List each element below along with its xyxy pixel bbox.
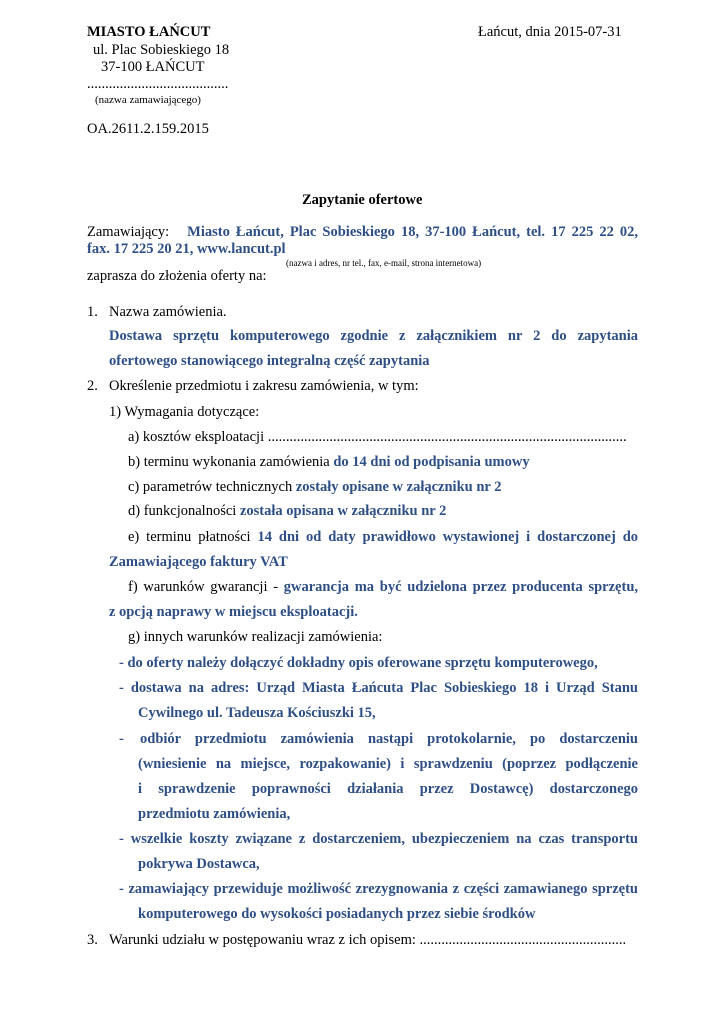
intro-line-1 [87,224,638,241]
intro-invite: zaprasza do złożenia oferty na: [87,268,267,284]
org-name: MIASTO ŁAŃCUT [87,24,211,40]
condition-bullet-3-line-2: (wniesienie na miejsce, rozpakowanie) i sprawdzeniu (poprzez podłączenie [138,756,638,772]
section-2-heading: Określenie przedmiotu i zakresu zamówienia, w tym: [109,378,419,394]
item-e-value-1: 14 dni od daty prawidłowo wystawionej i dostarczonej do [257,529,639,545]
section-3-dots: ......................................................... [419,932,627,948]
item-c [128,479,501,496]
condition-bullet-2-line-2: Cywilnego ul. Tadeusza Kościuszki 15, [138,705,376,721]
section-1-heading: Nazwa zamówienia. [109,304,227,320]
condition-bullet-5-line-1: - zamawiający przewiduje możliwość zrezygnowania z części zamawianego sprzętu [119,881,638,897]
item-d [128,503,446,520]
item-b-value: do 14 dni od podpisania umowy [333,454,530,470]
page-title: Zapytanie ofertowe [302,192,423,208]
item-c-label: c) parametrów technicznych [128,479,293,495]
item-b-label: b) terminu wykonania zamówienia [128,454,330,470]
item-f-line-1 [128,579,638,596]
org-dots-line: ....................................... [87,76,229,92]
item-b [128,454,530,471]
place-date: Łańcut, dnia 2015-07-31 [478,24,622,40]
condition-bullet-2-line-1: - dostawa na adres: Urząd Miasta Łańcuta Plac Sobieskiego 18 i Urząd Stanu [119,680,638,696]
item-d-value: została opisana w załączniku nr 2 [239,503,447,519]
item-e-line-1 [128,529,638,546]
org-street: ul. Plac Sobieskiego 18 [93,42,230,58]
item-g-label: g) innych warunków realizacji zamówienia: [128,629,383,645]
contracting-details-1: Miasto Łańcut, Plac Sobieskiego 18, 37-100 Łańcut, tel. 17 225 22 02, [187,224,638,240]
section-1-number: 1. [87,304,98,320]
requirements-subheading: 1) Wymagania dotyczące: [109,404,260,420]
section-1-line-1: Dostawa sprzętu komputerowego zgodnie z załącznikiem nr 2 do zapytania [109,328,638,344]
intro-caption: (nazwa i adres, nr tel., fax, e-mail, strona internetowa) [286,258,482,268]
reference-number: OA.2611.2.159.2015 [87,121,209,137]
item-c-value: zostały opisane w załączniku nr 2 [295,479,502,495]
contracting-details-2: fax. 17 225 20 21, www.lancut.pl [87,241,286,257]
condition-bullet-4-line-2: pokrywa Dostawca, [138,856,260,872]
condition-bullet-1: - do oferty należy dołączyć dokładny opis oferowane sprzętu komputerowego, [119,655,598,671]
item-e-value-2: Zamawiającego faktury VAT [109,554,288,570]
condition-bullet-3-line-4: przedmiotu zamówienia, [138,806,291,822]
condition-bullet-5-line-2: komputerowego do wysokości posiadanych przez siebie środków [138,906,536,922]
section-3-heading: Warunki udziału w postępowaniu wraz z ich opisem: [109,932,416,948]
condition-bullet-3-line-1: odbiór przedmiotu zamówienia nastąpi protokolarnie, po dostarczeniu [140,731,638,747]
org-postal-city: 37-100 ŁAŃCUT [101,59,205,75]
item-f-label: f) warunków gwarancji - [128,579,279,595]
condition-bullet-4-line-1: - wszelkie koszty związane z dostarczeniem, ubezpieczeniem na czas transportu [119,831,638,847]
item-f-value-1: gwarancja ma być udzielona przez producenta sprzętu, [283,579,639,595]
item-f-value-2: z opcją naprawy w miejscu eksploatacji. [109,604,358,620]
section-3-line [109,932,626,949]
section-1-line-2: ofertowego stanowiącego integralną część zapytania [109,353,430,369]
item-a-dots: ................................................................................................... [267,429,627,445]
item-d-label: d) funkcjonalności [128,503,237,519]
intro-label: Zamawiający: [87,224,170,240]
item-e-label: e) terminu płatności [128,529,251,545]
condition-bullet-3-dash: - [119,731,124,747]
item-a-label: a) kosztów eksploatacji [128,429,265,445]
item-a [128,429,627,446]
org-caption: (nazwa zamawiającego) [95,94,201,106]
section-3-number: 3. [87,932,98,948]
condition-bullet-3-line-3: i sprawdzenie poprawności działania przez Dostawcę) dostarczonego [138,781,638,797]
section-2-number: 2. [87,378,98,394]
